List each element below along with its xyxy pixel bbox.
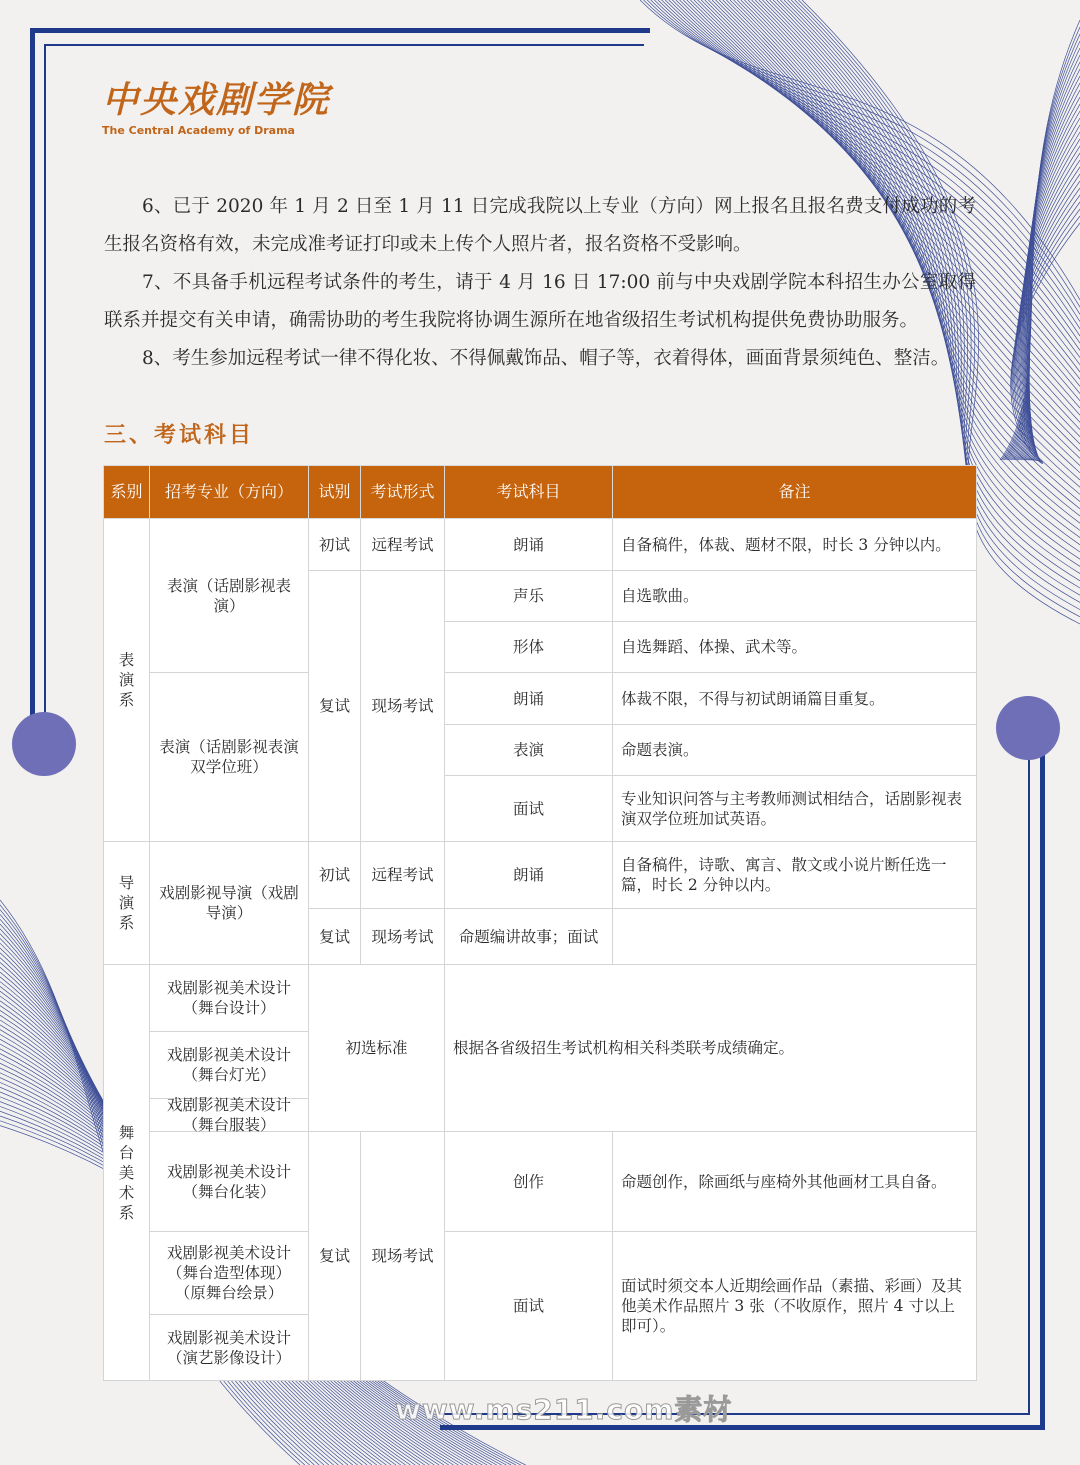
table-row	[104, 842, 977, 909]
frame-line-right	[1040, 715, 1045, 1427]
subject-cell: 朗诵	[445, 842, 613, 909]
note-cell: 命题表演。	[613, 725, 977, 776]
header-dept: 系别	[104, 466, 150, 519]
table-row	[104, 1132, 977, 1232]
table-row	[104, 673, 977, 725]
subject-cell: 声乐	[445, 571, 613, 622]
frame-line-right-inner	[1028, 715, 1030, 1415]
note-cell: 自备稿件，诗歌、寓言、散文或小说片断任选一篇，时长 2 分钟以内。	[613, 842, 977, 909]
subject-cell: 朗诵	[445, 673, 613, 725]
stage-cell: 复试	[309, 571, 361, 842]
note-cell: 面试时须交本人近期绘画作品（素描、彩画）及其他美术作品照片 3 张（不收原作，照片 4 寸以上即可）。	[613, 1232, 977, 1381]
subject-cell: 形体	[445, 622, 613, 673]
form-cell: 现场考试	[361, 909, 445, 965]
header-major: 招考专业（方向）	[150, 466, 309, 519]
decorative-dot-left	[12, 712, 76, 776]
major-cell: 表演（话剧影视表演双学位班）	[150, 673, 309, 842]
major-cell: 表演（话剧影视表演）	[150, 519, 309, 673]
dept-cell: 舞台美术系	[104, 965, 150, 1381]
form-cell: 现场考试	[361, 1132, 445, 1381]
note-cell: 根据各省级招生考试机构相关科类联考成绩确定。	[445, 965, 977, 1132]
form-cell: 现场考试	[361, 571, 445, 842]
major-cell: 戏剧影视导演（戏剧导演）	[150, 842, 309, 965]
header-form: 考试形式	[361, 466, 445, 519]
stage-cell: 初试	[309, 519, 361, 571]
stage-cell: 复试	[309, 909, 361, 965]
note-cell: 自备稿件，体裁、题材不限，时长 3 分钟以内。	[613, 519, 977, 571]
major-item: 戏剧影视美术设计（舞台服装）	[166, 1096, 291, 1134]
decorative-dot-right	[996, 696, 1060, 760]
subject-cell: 命题编讲故事；面试	[445, 909, 613, 965]
subject-cell: 创作	[445, 1132, 613, 1232]
logo	[102, 80, 330, 137]
table-row	[104, 965, 977, 1032]
header-stage: 试别	[309, 466, 361, 519]
stage-cell: 复试	[309, 1132, 361, 1381]
body-text	[104, 188, 976, 378]
major-cell	[150, 1032, 309, 1132]
frame-line-top-inner	[44, 44, 644, 46]
subject-cell: 面试	[445, 776, 613, 842]
major-item: 戏剧影视美术设计（舞台灯光）	[150, 1032, 308, 1099]
note-cell: 自选舞蹈、体操、武术等。	[613, 622, 977, 673]
logo-cn: 中央戏剧学院	[102, 79, 331, 121]
major-cell: 戏剧影视美术设计（舞台设计）	[150, 965, 309, 1032]
major-cell: 戏剧影视美术设计（舞台化装）	[150, 1132, 309, 1232]
table-row	[104, 519, 977, 571]
paragraph-7: 7、不具备手机远程考试条件的考生，请于 4 月 16 日 17:00 前与中央戏剧学院本科招生办公室取得联系并提交有关申请，确需协助的考生我院将协调生源所在地省级招生考试机构提供免费协助服务。	[104, 272, 976, 331]
table-row	[104, 1232, 977, 1315]
frame-line-left	[30, 28, 35, 738]
note-cell: 体裁不限，不得与初试朗诵篇目重复。	[613, 673, 977, 725]
major-cell: 戏剧影视美术设计（舞台造型体现）（原舞台绘景）	[150, 1232, 309, 1315]
logo-en: The Central Academy of Drama	[102, 124, 295, 137]
wave-line	[1007, 55, 1080, 460]
table-header-row	[104, 466, 977, 519]
note-cell	[613, 909, 977, 965]
subject-cell: 面试	[445, 1232, 613, 1381]
subject-cell: 朗诵	[445, 519, 613, 571]
stage-cell: 初选标准	[309, 965, 445, 1132]
paragraph-6: 6、已于 2020 年 1 月 2 日至 1 月 11 日完成我院以上专业（方向）网上报名且报名费支付成功的考生报名资格有效，未完成准考证打印或未上传个人照片者，报名资格不受影响。	[104, 196, 976, 255]
stage-cell: 初试	[309, 842, 361, 909]
dept-cell: 表演系	[104, 519, 150, 842]
frame-line-left-inner	[44, 44, 46, 734]
note-cell: 命题创作，除画纸与座椅外其他画材工具自备。	[613, 1132, 977, 1232]
dept-cell: 导演系	[104, 842, 150, 965]
note-cell: 专业知识问答与主考教师测试相结合，话剧影视表演双学位班加试英语。	[613, 776, 977, 842]
frame-line-top	[30, 28, 650, 33]
major-cell: 戏剧影视美术设计（演艺影像设计）	[150, 1315, 309, 1381]
exam-subjects-table	[103, 465, 977, 1381]
form-cell: 远程考试	[361, 842, 445, 909]
paragraph-8: 8、考生参加远程考试一律不得化妆、不得佩戴饰品、帽子等，衣着得体，画面背景须纯色、整洁。	[142, 348, 950, 369]
subject-cell: 表演	[445, 725, 613, 776]
watermark: www.ms211.com素材	[395, 1393, 733, 1426]
header-note: 备注	[613, 466, 977, 519]
form-cell: 远程考试	[361, 519, 445, 571]
note-cell: 自选歌曲。	[613, 571, 977, 622]
header-subject: 考试科目	[445, 466, 613, 519]
section-title: 三、考试科目	[104, 422, 255, 448]
